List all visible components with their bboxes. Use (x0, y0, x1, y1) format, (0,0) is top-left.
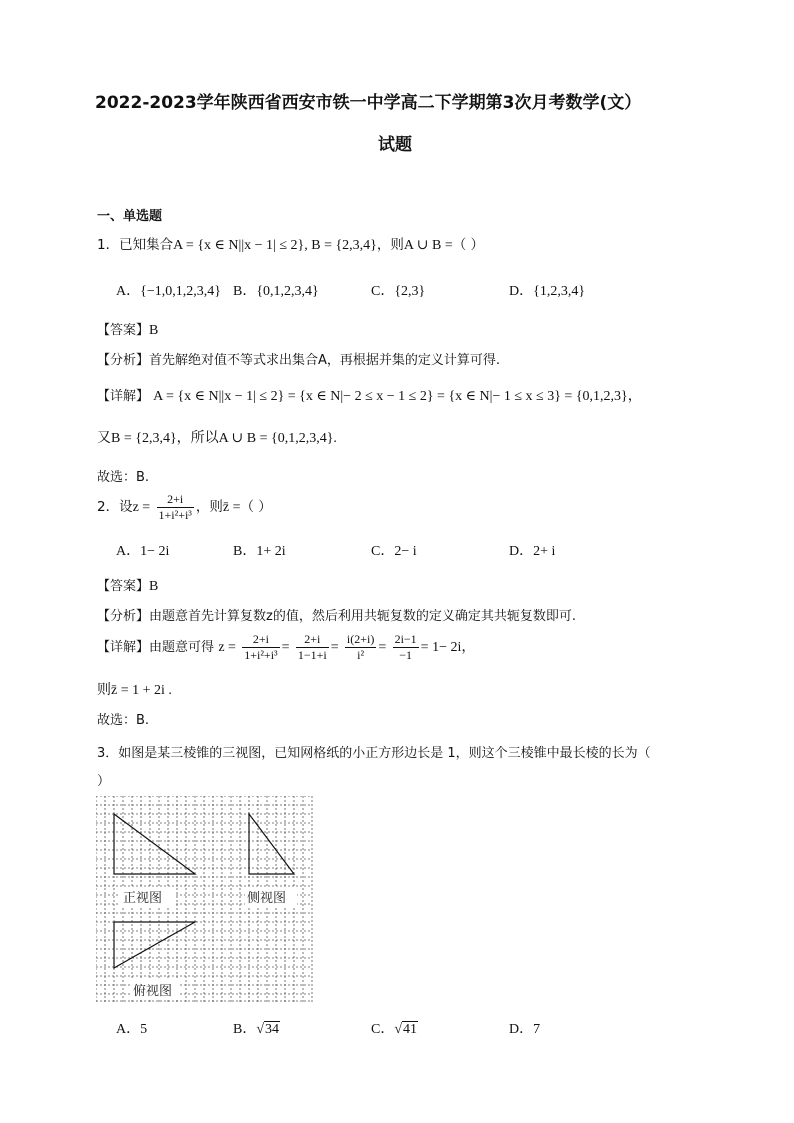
q2-option-b: B．1+ 2i (233, 544, 286, 559)
q1-option-d: D．{1,2,3,4} (509, 284, 586, 299)
q1-answer: 【答案】B (97, 323, 159, 338)
label-front-view: 正视图 (123, 891, 163, 906)
q2-option-c: C．2− i (371, 544, 417, 559)
top-view-triangle (114, 922, 195, 968)
q3-stem: 3．如图是某三棱锥的三视图，已知网格纸的小正方形边长是 1，则这个三棱锥中最长棱的长为（ (97, 746, 651, 761)
q2-detail-line2: 则z̄ = 1 + 2i . (97, 683, 172, 698)
q2-fraction: $\frac{2+i}{\text{1+i²+i³}}$ (158, 492, 192, 522)
q1-detail-line2: 又B = {2,3,4}，所以A ∪ B = {0,1,2,3,4}. (97, 431, 337, 446)
q1-detail: 【详解】 A = {x ∈ N||x − 1| ≤ 2} = {x ∈ N|− 2 ≤ x − 1 ≤ 2} = {x ∈ N|− 1 ≤ x ≤ 3} = {0,1,2,3}， (97, 389, 642, 404)
q1-analysis: 【分析】首先解绝对值不等式求出集合A，再根据并集的定义计算可得. (97, 353, 501, 368)
page-title-line2: 试题 (378, 135, 412, 155)
label-side-view: 侧视图 (247, 891, 287, 906)
q3-option-a: A．5 (116, 1022, 148, 1037)
q3-option-d: D．7 (509, 1022, 541, 1037)
q2-analysis: 【分析】由题意首先计算复数z的值，然后利用共轭复数的定义确定其共轭复数即可. (97, 609, 576, 624)
front-view-triangle (114, 814, 195, 874)
q2-option-d: D．2+ i (509, 544, 556, 559)
q2-answer: 【答案】B (97, 579, 159, 594)
q3-stem-cont: ） (97, 774, 111, 789)
q1-stem: 1．已知集合A = {x ∈ N||x − 1| ≤ 2}, B = {2,3,4}，则A ∪ B =（ ） (97, 237, 485, 253)
q2-option-a: A．1− 2i (116, 544, 170, 559)
label-top-view: 俯视图 (133, 984, 173, 999)
q2-stem: 2．设z = $\frac{2+i}{\text{1+i²+i³}}$ ，则z̄ =（ ） (97, 492, 272, 522)
q1-option-a: A．{−1,0,1,2,3,4} (116, 284, 221, 299)
q3-option-c: C．√41 (371, 1022, 418, 1037)
q1-option-b: B．{0,1,2,3,4} (233, 284, 319, 299)
three-view-figure (96, 796, 314, 1002)
q2-detail: 【详解】由题意可得 z = $\frac{2+i}{\text{1+i²+i³}}$ = $\frac{2+i}{1-1+i}$ = $\frac{i(2+i)}{\text{i²}}$ = $\frac{2i-1}{-1}$ = 1− 2i， (97, 632, 476, 662)
q1-option-c: C．{2,3} (371, 284, 426, 299)
side-view-triangle (249, 814, 294, 874)
page-title: 2022-2023学年陕西省西安市铁一中学高二下学期第3次月考数学(文） (95, 93, 642, 113)
q1-conclusion: 故选：B. (97, 470, 150, 485)
section-heading: 一、单选题 (97, 209, 163, 224)
q2-conclusion: 故选：B. (97, 713, 150, 728)
q3-option-b: B．√34 (233, 1022, 280, 1037)
